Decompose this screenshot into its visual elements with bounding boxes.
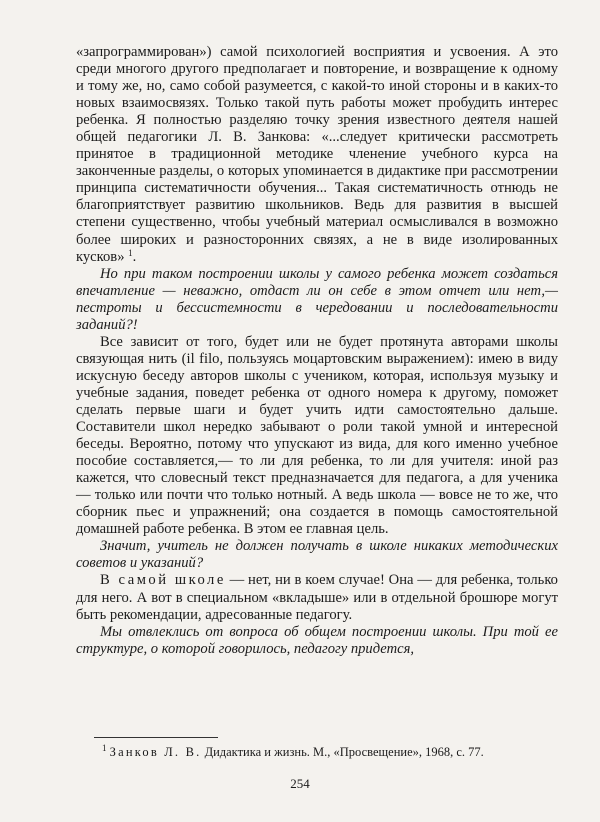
paragraph-5 bbox=[76, 572, 558, 623]
paragraph-5-text: — нет, ни в коем случае! Она — для ребенка, только для него. А вот в специальном «вкладыше» или в отдельной брошюре могут быть рекомендации, адресованные педагогу. bbox=[76, 572, 558, 623]
footnote-text: Дидактика и жизнь. М., «Просвещение», 1968, с. 77. bbox=[201, 745, 484, 759]
footnote-reference: 1 bbox=[128, 247, 133, 258]
page-number: 254 bbox=[290, 776, 310, 791]
emphasized-phrase: В самой школе bbox=[100, 572, 226, 589]
paragraph-4-question: Значит, учитель не должен получать в школе никаких методических советов и указаний? bbox=[76, 538, 558, 572]
footnote-author: Занков Л. В. bbox=[109, 745, 202, 759]
paragraph-6-question: Мы отвлеклись от вопроса об общем построении школы. При той ее структуре, о которой говорилось, педагогу придется, bbox=[76, 623, 558, 657]
footnote-number: 1 bbox=[102, 743, 107, 753]
footnote bbox=[102, 744, 562, 760]
footnote-divider bbox=[94, 737, 218, 738]
paragraph-1-text: «запрограммирован») самой психологией восприятия и усвоения. А это среди многого другого предполагает и повторение, и возвращение к одному и тому же, но, само собой разумеется, с какой-то иной стороны и в каких-то новых взаимосвязях. Только такой путь работы может пробудить интерес ребенка. Я полностью разделяю точку зрения известного деятеля нашей общей педагогики Л. В. Занкова: «...следует критически рассмотреть принятое в традиционной методике членение учебного курса на законченные разделы, о которых упоминается в дидактике при рассмотрении принципа систематичности обучения... Такая систематичность отнюдь не благоприятствует развитию школьников. Ведь для развития в высшей степени существенно, чтобы учебный материал осмысливался в возможно более широких и разносторонних связях, а не в виде изолированных кусков» bbox=[76, 44, 558, 265]
paragraph-1: «запрограммирован») самой психологией восприятия и усвоения. А это среди многого другого предполагает и повторение, и возвращение к одному и тому же, но, само собой разумеется, с какой-то иной стороны и в каких-то новых взаимосвязях. Только такой путь работы может пробудить интерес ребенка. Я полностью разделяю точку зрения известного деятеля нашей общей педагогики Л. В. Занкова: «...следует критически рассмотреть принятое в традиционной методике членение учебного курса на законченные разделы, о которых упоминается в дидактике при рассмотрении принципа систематичности обучения... Такая систематичность отнюдь не благоприятствует развитию школьников. Ведь для развития в высшей степени существенно, чтобы учебный материал осмысливался в возможно более широких и разносторонних связях, а не в виде изолированных кусков» $^1$. bbox=[76, 44, 558, 265]
paragraph-2-question: Но при таком построении школы у самого ребенка может создаться впечатление — неважно, отдаст ли он себе в этом отчет или нет,— пестроты и бессистемности в чередовании и последовательности заданий?! bbox=[76, 265, 558, 333]
paragraph-3: Все зависит от того, будет или не будет протянута авторами школы связующая нить (il filo, пользуясь моцартовским выражением): имею в виду искусную беседу авторов школы с учеником, которая, используя музыку и учебные задания, поведет ребенка от одного номера к другому, поможет сделать первые шаги и будет учить идти самостоятельно дальше. Составители школ нередко забывают о роли такой умной и интересной беседы. Вероятно, потому что упускают из вида, для кого именно учебное пособие составляется,— то ли для ребенка, то ли для учителя: иной раз кажется, что словесный текст предназначается для педагога, а для ученика — только или почти что только нотный. А ведь школа — вовсе не то же, что сборник пьес и упражнений; она создается в помощь самостоятельной домашней работе ребенка. В этом ее главная цель. bbox=[76, 333, 558, 538]
